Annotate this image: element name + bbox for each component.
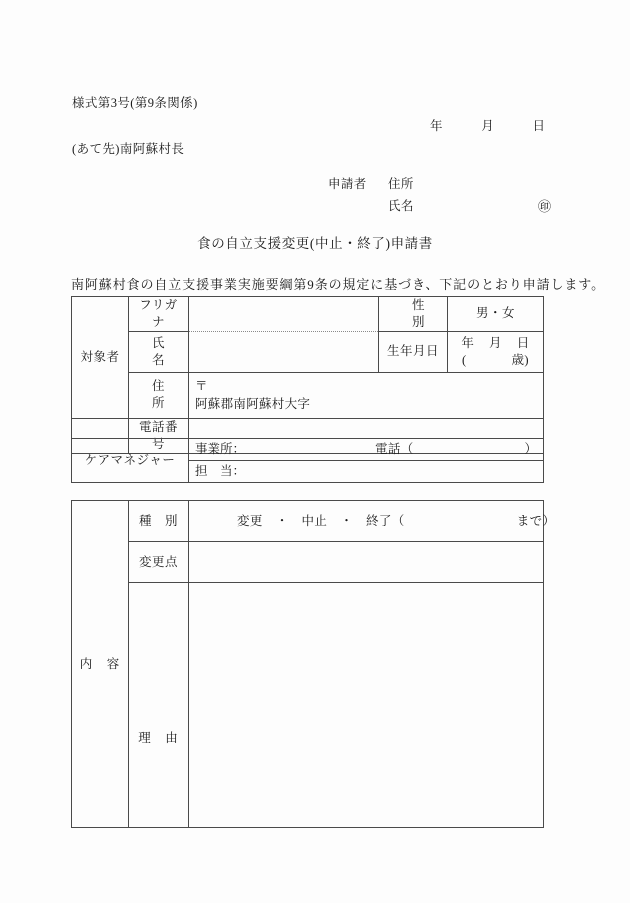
table-row-change [72, 542, 544, 583]
subject-row-label: 対象者 [72, 297, 129, 419]
applicant-address-label: 住所 [388, 177, 414, 191]
kind-label: 種 別 [129, 501, 189, 542]
applicant-label: 申請者 [328, 177, 367, 191]
manager-staff-cell[interactable] [189, 461, 544, 483]
date-month-label: 月 [481, 119, 494, 133]
address-label: 住 所 [129, 372, 189, 419]
subject-table [71, 296, 544, 454]
gender-label [379, 297, 452, 332]
date-year-label: 年 [430, 119, 443, 133]
table-row-manager-office [72, 439, 544, 461]
table-row-name [72, 331, 544, 372]
lead-paragraph: 南阿蘇村食の自立支援事業実施要綱第9条の規定に基づき、下記のとおり申請します。 [71, 277, 606, 292]
name-label: 氏 名 [129, 331, 189, 372]
manager-tel-close: ） [524, 442, 537, 457]
age-open-paren: ( [462, 352, 467, 367]
reason-value[interactable] [189, 583, 544, 828]
applicant-block [328, 174, 552, 218]
table-row-kind [72, 501, 544, 542]
postal-mark-icon: 〒 [195, 378, 208, 393]
kind-options: 変更 ・ 中止 ・ 終了（ [237, 513, 405, 528]
age-close-paren: 歳) [511, 352, 529, 367]
address-prefix: 阿蘇郡南阿蘇村大字 [195, 397, 311, 412]
gender-label-text: 性 別 [412, 298, 452, 329]
change-label: 変更点 [129, 542, 189, 583]
birth-month-label: 月 [489, 335, 502, 350]
manager-office-cell[interactable] [189, 439, 544, 461]
kind-value[interactable] [189, 501, 556, 542]
table-row-furigana [72, 297, 544, 332]
content-row-label: 内 容 [72, 501, 129, 828]
applicant-name-label: 氏名 [388, 199, 414, 213]
birth-year-label: 年 [461, 335, 475, 350]
date-day-label: 日 [532, 119, 545, 133]
name-value[interactable] [189, 331, 379, 372]
form-number: 様式第3号(第9条関係) [72, 96, 198, 110]
furigana-value[interactable] [189, 297, 379, 332]
document-title: 食の自立支援変更(中止・終了)申請書 [197, 236, 433, 251]
date-line [430, 116, 545, 134]
birth-date-placeholders [454, 335, 537, 352]
manager-staff-label: 担 当： [195, 464, 246, 479]
gender-value[interactable]: 男・女 [448, 297, 544, 332]
manager-row-label: ケアマネジャー [72, 439, 189, 483]
applicant-address-row [328, 174, 448, 196]
manager-tel-label: 電話（ [375, 442, 414, 457]
applicant-name-row [328, 196, 448, 218]
furigana-label: フリガナ [129, 297, 189, 332]
kind-options-line [195, 513, 556, 530]
manager-table [71, 438, 544, 483]
table-row-reason [72, 583, 544, 828]
address-value[interactable] [189, 372, 544, 419]
manager-office-label: 事業所： [195, 442, 246, 457]
manager-tel-group [375, 441, 537, 458]
seal-icon: ㊞ [538, 199, 552, 214]
addressee-line: (あて先)南阿蘇村長 [72, 142, 185, 156]
change-value[interactable] [189, 542, 544, 583]
birth-value[interactable] [448, 331, 544, 372]
table-row-address [72, 372, 544, 419]
content-table [71, 500, 556, 828]
birth-label: 生年月日 [379, 331, 448, 372]
kind-until-label: まで） [516, 513, 556, 528]
reason-label: 理 由 [129, 583, 189, 828]
age-placeholder [454, 352, 537, 369]
birth-day-label: 日 [516, 335, 530, 350]
manager-office-line [195, 441, 537, 458]
phone-label: 電話番号 [129, 419, 189, 454]
